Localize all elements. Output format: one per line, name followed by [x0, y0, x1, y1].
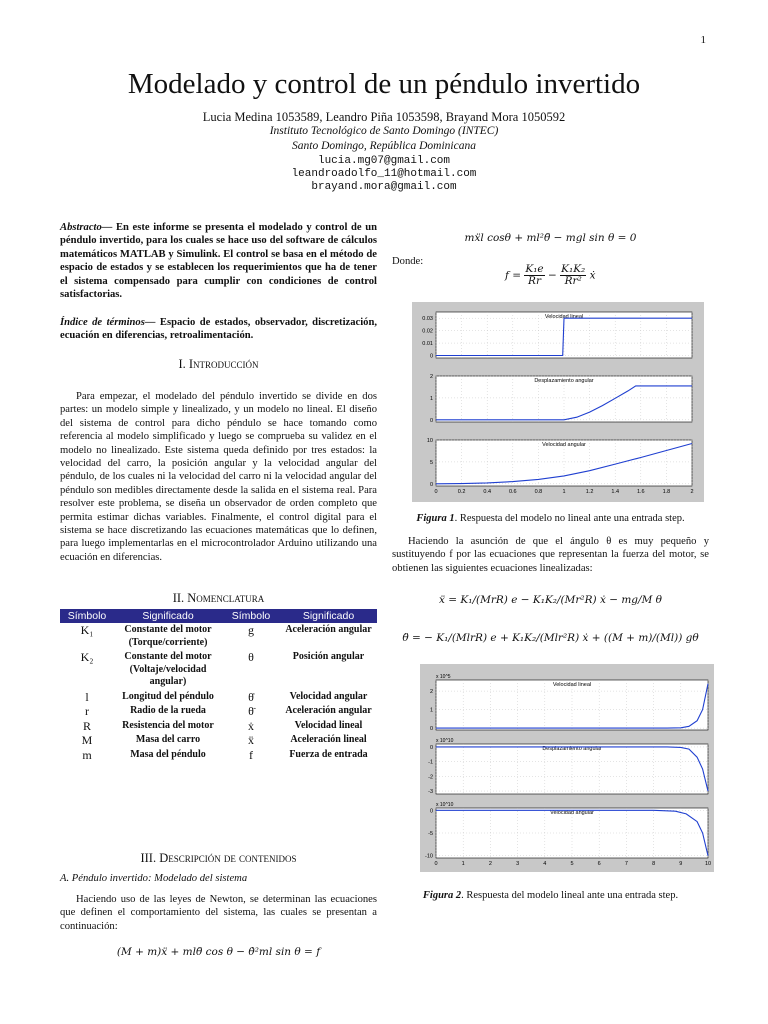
eq3-term2-den: Rr²: [564, 275, 582, 287]
section-3-title: Descripción de contenidos: [159, 851, 297, 865]
equation-2: mẍl cosθ + ml²θ̈ − mgl sin θ = 0: [464, 232, 637, 244]
x-tick-label: 0: [434, 861, 438, 867]
table-row: [60, 690, 377, 705]
table-row: [60, 704, 377, 719]
y-tick-label: 2: [429, 374, 433, 380]
index-terms: [60, 316, 377, 343]
x-tick-label: 9: [679, 861, 683, 867]
x-tick-label: 3: [516, 861, 520, 867]
table-row: [60, 623, 377, 650]
y-tick-label: -1: [428, 759, 433, 766]
subplot-title: Velocidad lineal: [544, 314, 584, 320]
meaning-cell: Velocidad angular: [289, 690, 368, 702]
header-symbol-2: Símbolo: [222, 609, 280, 623]
donde-label: Donde:: [392, 256, 424, 267]
header-symbol-1: Símbolo: [60, 609, 114, 623]
y-tick-label: 1: [429, 395, 433, 402]
y-tick-label: -5: [428, 831, 433, 837]
meaning-cell: Aceleración angular: [285, 705, 372, 716]
y-tick-label: 0: [429, 808, 433, 815]
y-tick-label: 5: [429, 459, 433, 466]
symbol-cell: M: [81, 733, 93, 747]
symbol-cell: ẋ: [248, 718, 254, 733]
equation-1: (M + m)ẍ + mlθ̈ cos θ − θ̇²ml sin θ = f: [116, 946, 321, 958]
symbol-cell: θ̈: [248, 704, 254, 718]
eq3-lhs: f =: [505, 269, 522, 282]
subplot-title: Desplazamiento angular: [542, 746, 602, 752]
x-tick-label: 6: [597, 861, 601, 867]
eq3-tail: ẋ: [589, 269, 596, 282]
meaning-cell: Longitud del péndulo: [122, 690, 214, 702]
meaning-cell: Constante del motor (Voltaje/velocidad angular): [124, 651, 212, 687]
authors: Lucia Medina 1053589, Leandro Piña 1053598, Brayand Mora 1050592: [202, 110, 566, 124]
subplot-title: Velocidad angular: [550, 810, 594, 816]
section-2-number: II.: [172, 591, 185, 605]
table-row: [60, 733, 377, 748]
equation-3: [505, 264, 596, 287]
section-1-heading: [60, 357, 377, 372]
eq3-term1-den: Rr: [528, 275, 541, 287]
y-tick-label: 2: [429, 689, 433, 696]
figure-2-caption: [392, 890, 709, 901]
eq3-minus: −: [548, 269, 557, 282]
institution: Instituto Tecnológico de Santo Domingo (INTEC): [269, 125, 499, 137]
meaning-cell: Velocidad lineal: [294, 719, 363, 731]
equation-5: θ̈ = − K₁/(MlrR) e + K₁K₂/(Mlr²R) ẋ + ((M + m)/(Ml)) gθ: [402, 632, 699, 644]
x-tick-label: 10: [704, 861, 712, 867]
meaning-cell: Aceleración angular: [285, 624, 372, 635]
paper-title: Modelado y control de un péndulo invertido: [127, 68, 641, 100]
eq3-term2-num: K₁K₂: [561, 263, 586, 275]
y-tick-label: 0: [429, 726, 433, 733]
y-tick-label: -2: [428, 774, 433, 781]
y-tick-label: 0: [429, 353, 433, 360]
table-row: [60, 650, 377, 690]
symbol-cell: θ̇: [248, 689, 254, 704]
figure-1-label: Figura 1: [416, 513, 455, 524]
symbol-cell: f: [249, 747, 253, 762]
section-2-title: Nomenclatura: [187, 591, 265, 605]
x-tick-label: 1: [562, 489, 566, 495]
symbol-cell: m: [82, 747, 92, 762]
y-tick-label: 0: [429, 744, 433, 751]
x-tick-label: 1.2: [585, 489, 594, 495]
symbol-cell: K₂: [80, 650, 94, 664]
symbol-cell: r: [85, 704, 89, 718]
eq3-term1-num: K₁e: [525, 263, 544, 275]
subplot-exponent: x 10^5: [436, 674, 451, 680]
section-2-heading: [60, 591, 377, 606]
page-number: 1: [700, 34, 706, 46]
meaning-cell: Constante del motor (Torque/corriente): [124, 624, 212, 648]
x-tick-label: 0: [434, 489, 438, 495]
table-header-row: [60, 609, 377, 623]
equation-4: ẍ = K₁/(MrR) e − K₁K₂/(Mr²R) ẋ − mg/M θ: [439, 594, 662, 606]
x-tick-label: 0.2: [457, 489, 466, 495]
location: Santo Domingo, República Dominicana: [292, 140, 476, 152]
section-3-paragraph: Haciendo uso de las leyes de Newton, se determinan las ecuaciones que definen el comportamiento del sistema, las cuales se presentan a continuación:: [60, 894, 377, 932]
eq3-term2: [560, 264, 586, 287]
meaning-cell: Resistencia del motor: [122, 719, 214, 731]
figure-1-caption-text: . Respuesta del modelo no lineal ante una entrada step.: [454, 513, 685, 524]
x-tick-label: 0.8: [534, 489, 543, 495]
subplot-exponent: x 10^10: [436, 738, 454, 744]
index-terms-text: Espacio de estados, observador, discretización, ecuación en diferencias, retroalimentación.: [60, 317, 378, 342]
x-tick-label: 4: [543, 861, 547, 867]
section-1-number: I.: [178, 357, 186, 371]
meaning-cell: Masa del carro: [135, 734, 201, 745]
figure-1-caption: [392, 513, 709, 524]
subplot-title: Velocidad angular: [542, 442, 586, 448]
y-tick-label: 0.03: [422, 316, 433, 323]
email-3: brayand.mora@gmail.com: [311, 181, 457, 193]
meaning-cell: Posición angular: [292, 651, 365, 662]
intro-paragraph: Para empezar, el modelado del péndulo invertido se divide en dos partes: un modelo simple y linealizado, y un modelo no lineal. El diseño del sistema de control para dicho péndulo se hace tomando como referencia al modelo simplificado y luego se comprueba su validez en el modelo no linealizado. Este sistema queda definido por tres estados: la velocidad del carro, la posición angular y la velocidad angular del péndulo, de los cuales ni la velocidad del carro ni la velocidad angular del péndulo son medibles directamente desde la salida en el sistema real. Para resolver este problema, se diseña un observador de orden completo que permita estimar dichas variables. Finalmente, el control digital para el sistema se hace discretizando las ecuaciones matemáticas que lo definen, para luego implementarlas en el microcontrolador Arduino utilizando una ecuación en diferencias.: [60, 391, 377, 563]
y-tick-label: -3: [428, 789, 433, 796]
symbol-cell: g: [248, 623, 254, 637]
abstract-text: En este informe se presenta el modelado y control de un péndulo invertido, para los cuales se hace uso del software de cálculos matemáticos MATLAB y Simulink. El control se basa en el método de espacio de estados y se establecen los requerimientos que ha de tener el sistema compensado para cumplir con condiciones de control satisfactorias.: [60, 222, 377, 301]
meaning-cell: Radio de la rueda: [130, 705, 206, 716]
eq3-term1: [524, 264, 544, 287]
x-tick-label: 1.4: [611, 489, 620, 495]
symbol-cell: R: [82, 718, 91, 733]
x-tick-label: 5: [570, 861, 574, 867]
y-tick-label: 1: [429, 707, 433, 714]
table-row: [60, 748, 377, 763]
subplot-title: Desplazamiento angular: [534, 378, 594, 384]
y-tick-label: 0.02: [422, 328, 433, 335]
symbol-cell: K₁: [80, 623, 94, 637]
x-tick-label: 1: [461, 861, 465, 867]
figure-1-chart: [412, 302, 704, 502]
nomenclature-table-wrapper: [60, 609, 377, 762]
subsection-a-heading: A. Péndulo invertido: Modelado del sistema: [60, 873, 248, 884]
x-tick-label: 0.6: [508, 489, 517, 495]
figure-2-label: Figura 2: [422, 890, 462, 901]
x-tick-label: 8: [652, 861, 656, 867]
x-tick-label: 1.6: [636, 489, 645, 495]
y-tick-label: 0.01: [422, 341, 433, 348]
section-3-heading: [60, 851, 377, 866]
symbol-cell: θ: [248, 650, 254, 664]
x-tick-label: 0.4: [483, 489, 492, 495]
symbol-cell: ẍ: [248, 733, 254, 747]
y-tick-label: 0: [429, 481, 433, 488]
x-tick-label: 1.8: [662, 489, 671, 495]
x-tick-label: 2: [690, 489, 694, 495]
header-meaning-2: Significado: [280, 609, 377, 623]
abstract-label: Abstracto—: [60, 222, 113, 233]
section-3-number: III.: [140, 851, 157, 865]
y-tick-label: -10: [425, 853, 433, 860]
meaning-cell: Fuerza de entrada: [289, 748, 368, 760]
section-1-title: Introducción: [188, 357, 259, 371]
email-1: lucia.mg07@gmail.com: [317, 155, 451, 167]
y-tick-label: 10: [426, 438, 433, 444]
x-tick-label: 2: [488, 861, 492, 867]
email-2: leandroadolfo_11@hotmail.com: [291, 168, 477, 180]
table-row: [60, 719, 377, 734]
figure-2-chart: [420, 664, 714, 872]
symbol-cell: l: [85, 689, 89, 704]
subplot-title: Velocidad lineal: [552, 682, 592, 688]
figure-2-caption-text: . Respuesta del modelo lineal ante una entrada step.: [461, 890, 679, 901]
x-tick-label: 7: [624, 861, 628, 867]
meaning-cell: Aceleración lineal: [290, 734, 367, 745]
abstract: [60, 221, 377, 301]
nomenclature-table: [60, 609, 377, 762]
y-tick-label: 0: [429, 417, 433, 424]
index-terms-label: Índice de términos—: [60, 317, 156, 328]
linearization-paragraph: Haciendo la asunción de que el ángulo θ es muy pequeño y sustituyendo f por las ecuaciones que representan la fuerza del motor, se obtienen las siguientes ecuaciones linealizadas:: [392, 536, 709, 574]
subplot-exponent: x 10^10: [436, 802, 454, 808]
header-meaning-1: Significado: [114, 609, 222, 623]
meaning-cell: Masa del péndulo: [130, 748, 206, 760]
